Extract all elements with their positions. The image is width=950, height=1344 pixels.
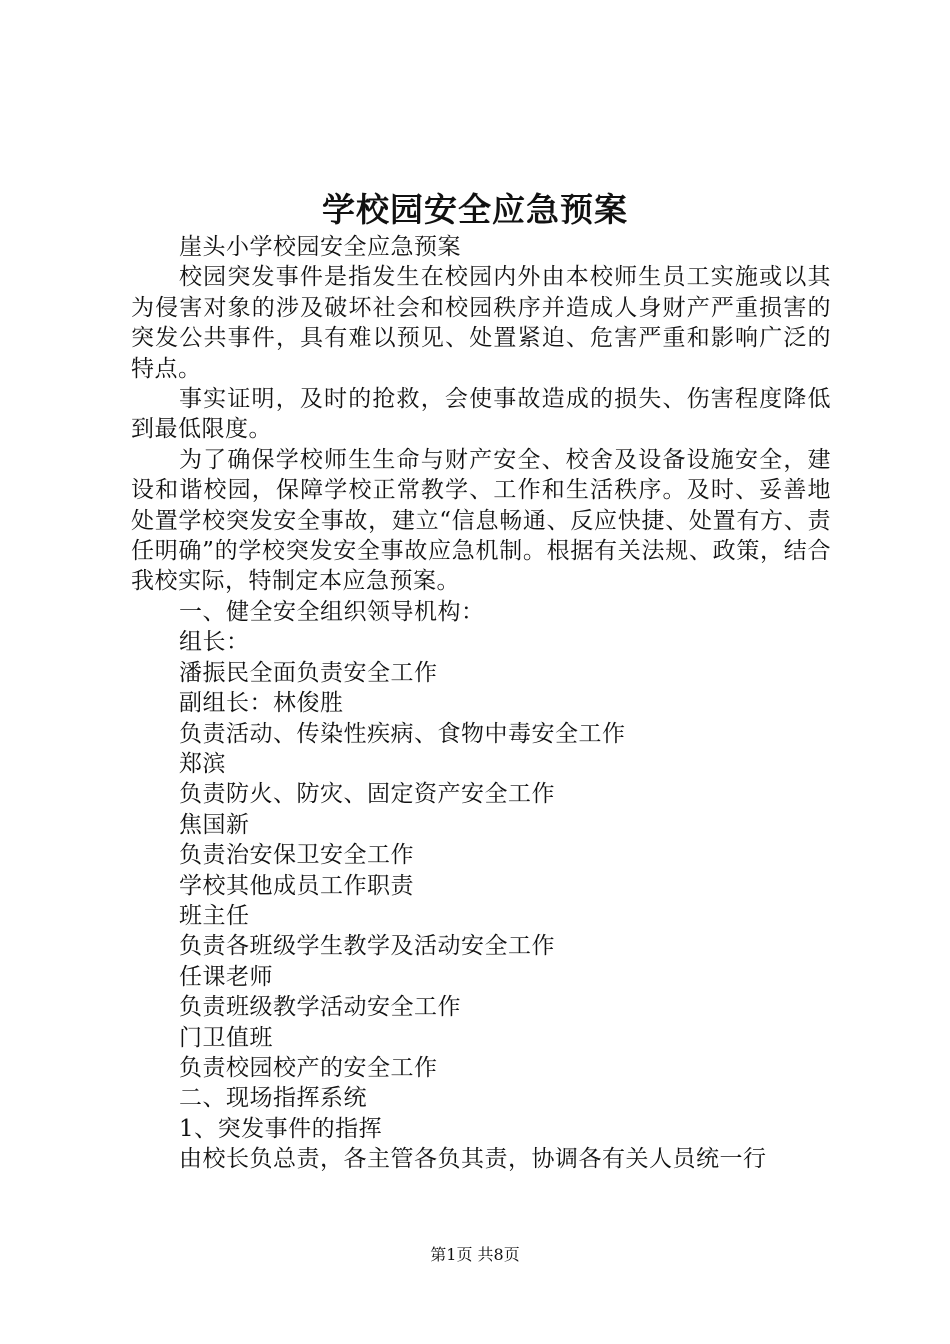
- document-title: 学校园安全应急预案: [322, 190, 628, 229]
- section-heading-command: 二、现场指挥系统: [179, 1085, 367, 1112]
- list-line: 负责校园校产的安全工作: [179, 1054, 438, 1081]
- list-line: 负责班级教学活动安全工作: [179, 994, 461, 1021]
- page-number-footer: 第1页 共8页: [430, 1245, 520, 1264]
- document-body: [131, 232, 831, 1175]
- list-line: 郑滨: [179, 750, 226, 777]
- list-line: 潘振民全面负责安全工作: [179, 659, 438, 686]
- list-line: 焦国新: [179, 811, 250, 838]
- paragraph-command: 由校长负总责，各主管各负其责，协调各有关人员统一行: [179, 1146, 767, 1173]
- section-heading-organization: 一、健全安全组织领导机构：: [179, 598, 485, 625]
- paragraph-purpose: 为了确保学校师生生命与财产安全、校舍及设备设施安全，建设和谐校园，保障学校正常教学、工作和生活秩序。及时、妥善地处置学校突发安全事故，建立“信息畅通、反应快捷、处置有方、责任明确”的学校突发安全事故应急机制。根据有关法规、政策，结合我校实际，特制定本应急预案。: [131, 446, 831, 595]
- list-line: 负责防火、防灾、固定资产安全工作: [179, 781, 555, 808]
- list-line: 组长：: [179, 629, 250, 656]
- list-line: 负责各班级学生教学及活动安全工作: [179, 933, 555, 960]
- list-line: 学校其他成员工作职责: [179, 872, 414, 899]
- list-line: 副组长：林俊胜: [179, 690, 344, 717]
- list-line: 门卫值班: [179, 1024, 273, 1051]
- list-line: 负责活动、传染性疾病、食物中毒安全工作: [179, 720, 626, 747]
- list-line: 任课老师: [179, 963, 273, 990]
- paragraph-subtitle: 崖头小学校园安全应急预案: [179, 234, 461, 260]
- paragraph-facts: 事实证明，及时的抢救，会使事故造成的损失、伤害程度降低到最低限度。: [131, 386, 831, 443]
- subsection-heading: 1、突发事件的指挥: [179, 1115, 383, 1142]
- list-line: 班主任: [179, 902, 250, 929]
- paragraph-definition: 校园突发事件是指发生在校园内外由本校师生员工实施或以其为侵害对象的涉及破坏社会和校园秩序并造成人身财产严重损害的突发公共事件，具有难以预见、处置紧迫、危害严重和影响广泛的特点。: [131, 264, 831, 382]
- list-line: 负责治安保卫安全工作: [179, 842, 414, 869]
